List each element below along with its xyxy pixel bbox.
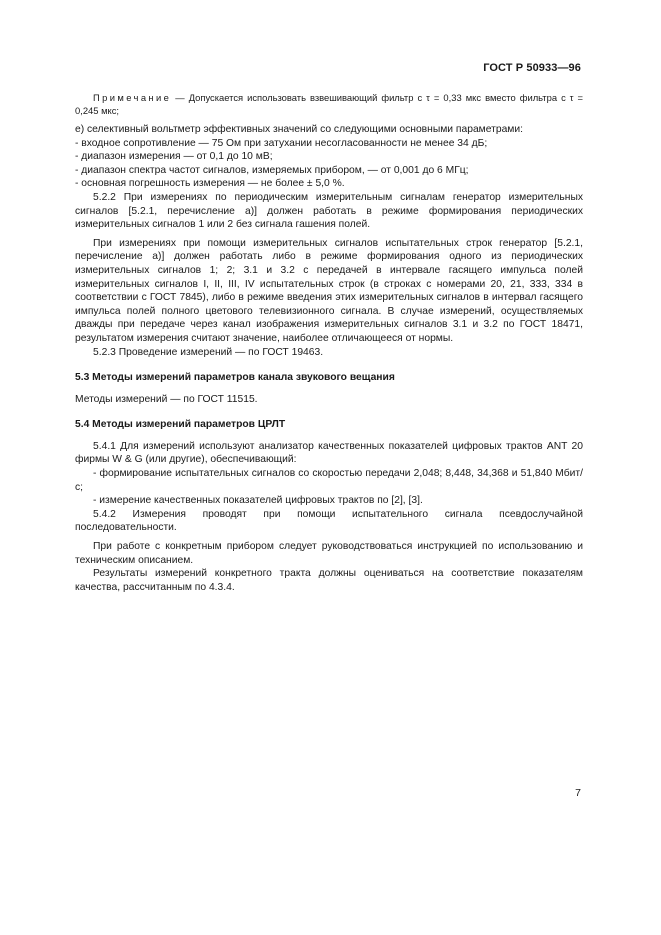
- item-e-4: - основная погрешность измерения — не более ± 5,0 %.: [75, 178, 345, 190]
- section-heading-5-3: 5.3 Методы измерений параметров канала звукового вещания: [75, 372, 395, 384]
- paragraph-5-2-2-b: При измерениях при помощи измерительных сигналов испытательных строк генератор [5.2.1, перечисление а)] должен работать либо в режиме формирования одного из периодических измерительных сигналов 1; 2; 3.1 и 3.2 с передачей в интервале гасящего импульса полей измерительных сигналов I, II, III, IV испытательных строк (в строках с номерами 20, 21, 333, 334 в соответствии с ГОСТ 7845), либо в режиме введения этих измерительных сигналов в интервал гасящего импульса полей полного цветового телевизионного сигнала. В случае измерений, осуществляемых дважды при передаче через канал изображения измерительных сигналов 3.1 и 3.2 по ГОСТ 18471, результатом измерения считают значение, наиболее отличающееся от нормы.: [75, 237, 583, 344]
- paragraph-5-4-1: 5.4.1 Для измерений используют анализатор качественных показателей цифровых трактов ANT 20 фирмы W & G (или другие), обеспечивающий:: [75, 440, 583, 466]
- paragraph-5-4-2: 5.4.2 Измерения проводят при помощи испытательного сигнала псевдослучайной последовательности.: [75, 508, 583, 534]
- item-e-3: - диапазон спектра частот сигналов, измеряемых прибором, — от 0,001 до 6 МГц;: [75, 164, 469, 176]
- paragraph-5-2-2: 5.2.2 При измерениях по периодическим измерительным сигналам генератор измерительных сигналов [5.2.1, перечисление а)] должен работать в режиме формирования периодических измерительных сигналов 1 или 2 без сигнала гашения полей.: [75, 191, 583, 231]
- item-e-1: - входное сопротивление — 75 Ом при затухании несогласованности не менее 34 дБ;: [75, 137, 488, 149]
- page-number: 7: [575, 787, 581, 799]
- paragraph-5-4-1-item-2: - измерение качественных показателей цифровых трактов по [2], [3].: [93, 495, 423, 507]
- section-heading-5-4: 5.4 Методы измерений параметров ЦРЛТ: [75, 419, 286, 431]
- paragraph-5-3: Методы измерений — по ГОСТ 11515.: [75, 393, 258, 405]
- item-e-2: - диапазон измерения — от 0,1 до 10 мВ;: [75, 151, 273, 163]
- paragraph-5-4-1-item-1: - формирование испытательных сигналов со скоростью передачи 2,048; 8,448, 34,368 и 51,840 Мбит/с;: [75, 468, 583, 493]
- paragraph-5-4-2-b: При работе с конкретным прибором следует руководствоваться инструкцией по использованию и техническим описанием.: [75, 541, 583, 566]
- paragraph-5-2-3: 5.2.3 Проведение измерений — по ГОСТ 19463.: [93, 346, 324, 358]
- note-text: — Допускается использовать взвешивающий фильтр с τ = 0,33 мкс вместо фильтра с τ = 0,245 мкс;: [75, 92, 583, 116]
- page-content: [75, 91, 583, 594]
- document-code: ГОСТ Р 50933—96: [483, 62, 581, 74]
- note-label: Примечание: [93, 92, 172, 103]
- item-e-intro: е) селективный вольтметр эффективных значений со следующими основными параметрами:: [75, 124, 523, 135]
- paragraph-5-4-2-c: Результаты измерений конкретного тракта должны оцениваться на соответствие показателям качества, рассчитанным по 4.3.4.: [75, 568, 583, 593]
- note-paragraph: [75, 91, 583, 117]
